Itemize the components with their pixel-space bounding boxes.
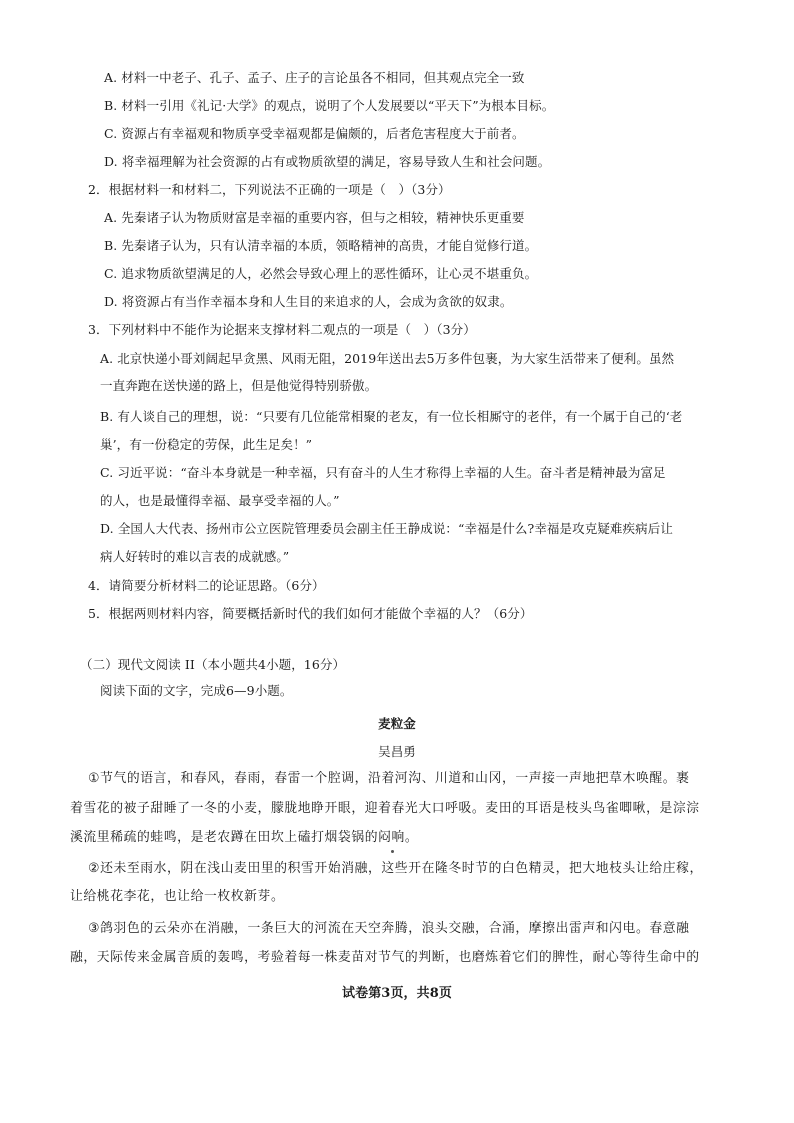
q3-option-d-line2: 病人好转时的难以言表的成就感。” [100, 549, 290, 564]
q3-stem: 3．下列材料中不能作为论据来支撑材料二观点的一项是（ ）（3分） [88, 322, 476, 337]
q3-option-c-line1: C. 习近平说：“奋斗本身就是一种幸福，只有奋斗的人生才称得上幸福的人生。奋斗者是精神最为富足 [100, 465, 666, 480]
q4-stem: 4．请简要分析材料二的论证思路。（6分） [88, 578, 325, 593]
section2-heading: （二）现代文阅读 II（本小题共4小题，16分） [80, 657, 346, 672]
q1-option-c: C. 资源占有幸福观和物质享受幸福观都是偏颇的，后者危害程度大于前者。 [104, 126, 525, 141]
q3-option-a-line1: A. 北京快递小哥刘阔起早贪黑、风雨无阻，2019年送出去5万多件包裹，为大家生活带来了便利。虽然 [100, 351, 675, 366]
q2-stem: 2．根据材料一和材料二，下列说法不正确的一项是（ ）（3分） [88, 182, 451, 197]
article-p1-line3: 溪流里稀疏的蛙鸣，是老农蹲在田坎上磕打烟袋锅的闷响。 [70, 830, 419, 845]
q3-option-c-line2: 的人，也是最懂得幸福、最享受幸福的人。” [100, 493, 340, 508]
q1-option-b: B. 材料一引用《礼记·大学》的观点，说明了个人发展要以“平天下”为根本目标。 [104, 98, 555, 113]
q1-option-d: D. 将幸福理解为社会资源的占有或物质欲望的满足，容易导致人生和社会问题。 [104, 154, 551, 169]
article-title: 麦粒金 [378, 716, 416, 731]
article-p2-line2: 让给桃花李花，也让给一枚枚新芽。 [70, 889, 285, 904]
q3-option-b-line2: 巢’，有一份稳定的劳保，此生足矣！” [100, 437, 313, 452]
q3-option-a-line2: 一直奔跑在送快递的路上，但是他觉得特别骄傲。 [100, 378, 378, 393]
article-p3-line1: ③鸽羽色的云朵亦在消融，一条巨大的河流在天空奔腾，浪头交融，合涌，摩擦出雷声和闪电。春意融 [88, 921, 690, 936]
article-p1-line2: 着雪花的被子甜睡了一冬的小麦，朦胧地睁开眼，迎着春光大口呼吸。麦田的耳语是枝头鸟雀唧啾，是淙淙 [70, 801, 700, 816]
q3-option-d-line1: D. 全国人大代表、扬州市公立医院管理委员会副主任王静成说：“幸福是什么?幸福是攻克疑难疾病后让 [100, 521, 673, 536]
q2-option-a: A. 先秦诸子认为物质财富是幸福的重要内容，但与之相较，精神快乐更重要 [104, 210, 525, 225]
article-p2-line1: ②还未至雨水，阴在浅山麦田里的积雪开始消融，这些开在隆冬时节的白色精灵，把大地枝头让给庄稼， [88, 861, 703, 876]
q2-option-d: D. 将资源占有当作幸福本身和人生目的来追求的人，会成为贪欲的奴隶。 [104, 294, 513, 309]
page-footer: 试卷第3页，共8页 [342, 986, 452, 1001]
q1-option-a: A. 材料一中老子、孔子、孟子、庄子的言论虽各不相同，但其观点完全一致 [104, 70, 525, 85]
q5-stem: 5．根据两则材料内容，简要概括新时代的我们如何才能做个幸福的人？（6分） [88, 606, 533, 621]
article-author: 吴昌勇 [378, 744, 416, 759]
q3-option-b-line1: B. 有人谈自己的理想，说：“只要有几位能常相聚的老友，有一位长相厮守的老伴，有一个属于自己的‘老 [100, 409, 683, 424]
section2-instruction: 阅读下面的文字，完成6—9小题。 [100, 683, 293, 698]
article-p1-line1: ①节气的语言，和春风，春雨，春雷一个腔调，沿着河沟、川道和山冈，一声接一声地把草木唤醒。裹 [88, 771, 690, 786]
q2-option-c: C. 追求物质欲望满足的人，必然会导致心理上的恶性循环，让心灵不堪重负。 [104, 266, 538, 281]
stray-dot [391, 850, 394, 853]
q2-option-b: B. 先秦诸子认为，只有认清幸福的本质，领略精神的高贵，才能自觉修行道。 [104, 238, 538, 253]
article-p3-line2: 融，天际传来金属音质的轰鸣，考验着每一株麦苗对节气的判断，也磨炼着它们的脾性，耐心等待生命中的 [70, 950, 700, 965]
